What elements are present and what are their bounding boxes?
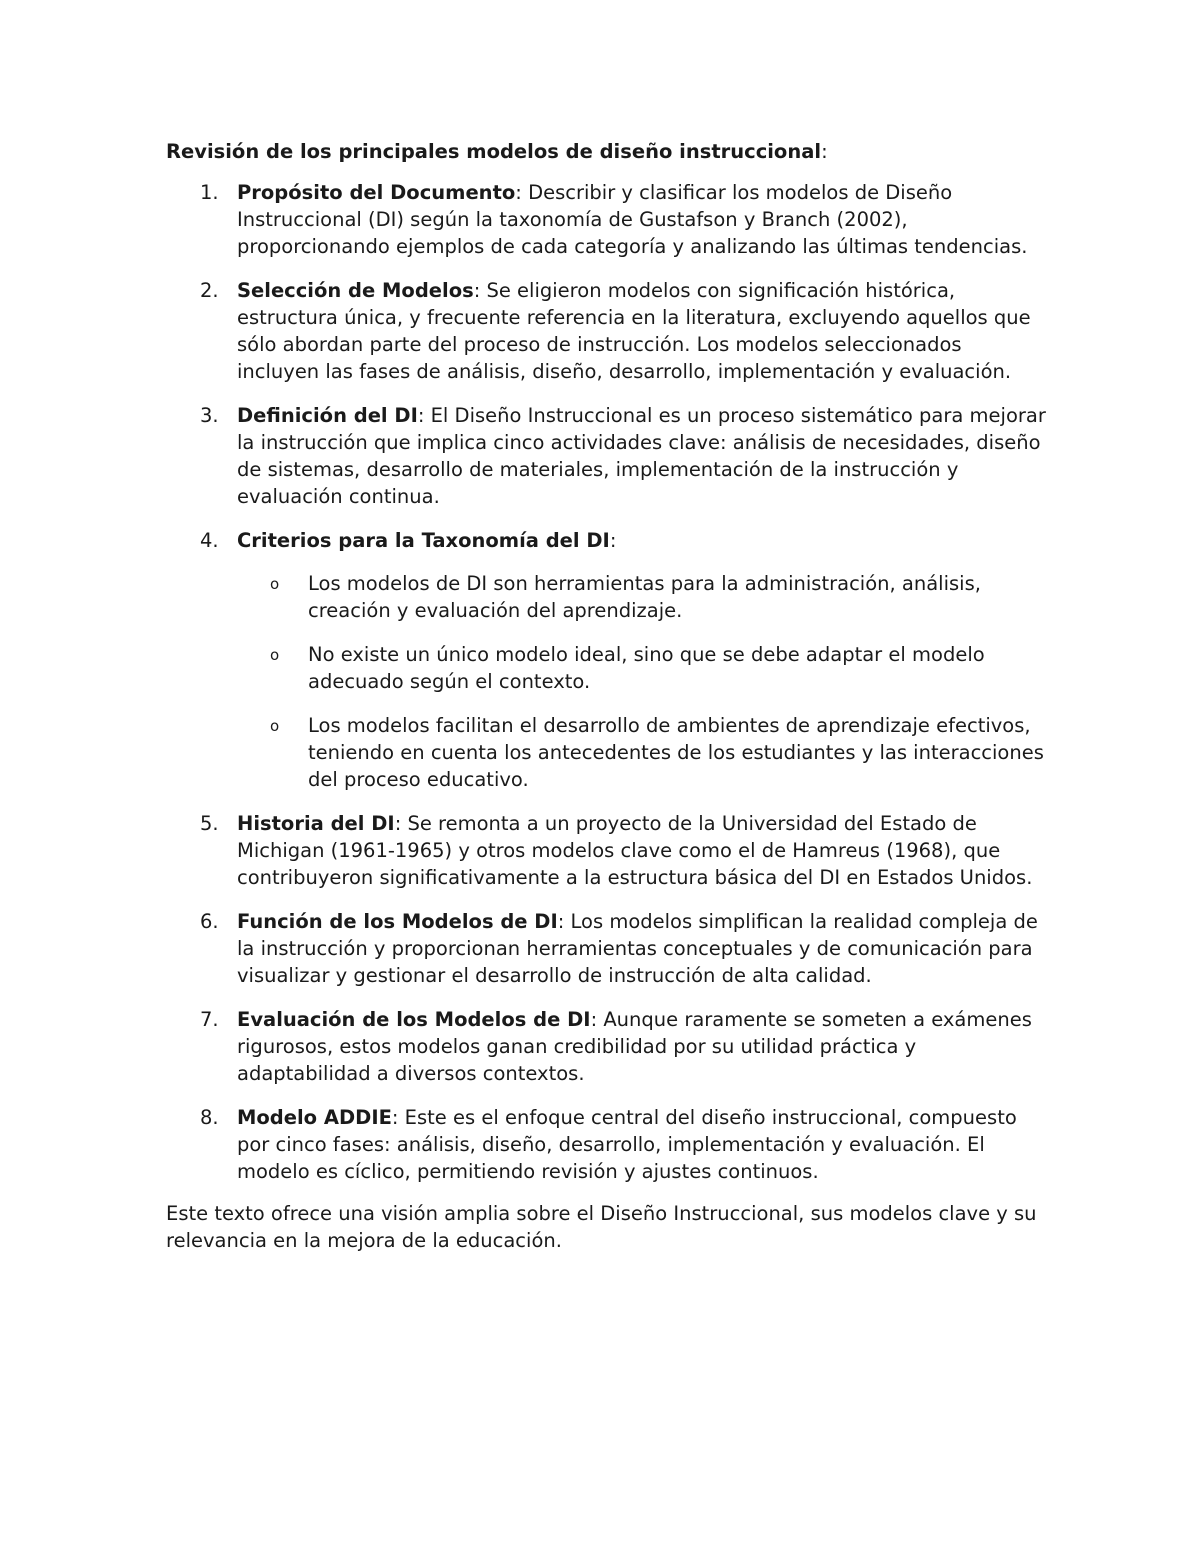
list-item — [166, 527, 1046, 793]
closing-paragraph: Este texto ofrece una visión amplia sobre el Diseño Instruccional, sus modelos clave y su relevancia en la mejora de la educación. — [166, 1202, 1037, 1252]
sub-list-item — [237, 641, 1046, 695]
item-text: : El Diseño Instruccional es un proceso sistemático para mejorar la instrucción que implica cinco actividades clave: análisis de necesidades, diseño de sistemas, desarrollo de materiales, implementación de la instrucción y evaluación continua. — [237, 404, 1046, 508]
item-term: Selección de Modelos — [237, 279, 474, 302]
item-term: Modelo ADDIE — [237, 1106, 392, 1129]
item-number: 3. — [200, 404, 219, 427]
document-page — [166, 138, 1046, 1256]
bullet-icon: o — [270, 646, 280, 664]
item-text: : Se remonta a un proyecto de la Universidad del Estado de Michigan (1961-1965) y otros modelos clave como el de Hamreus (1968), que contribuyeron significativamente a la estructura básica del DI en Estados Unidos. — [237, 812, 1033, 889]
item-number: 7. — [200, 1008, 219, 1031]
sub-bullet-list — [237, 570, 1046, 793]
item-number: 2. — [200, 279, 219, 302]
sub-item-text: No existe un único modelo ideal, sino que se debe adaptar el modelo adecuado según el contexto. — [308, 643, 985, 693]
item-text: : Se eligieron modelos con significación histórica, estructura única, y frecuente referencia en la literatura, excluyendo aquellos que sólo abordan parte del proceso de instrucción. Los modelos seleccionados incluyen las fases de análisis, diseño, desarrollo, implementación y evaluación. — [237, 279, 1031, 383]
list-item — [166, 402, 1046, 510]
item-text: : Este es el enfoque central del diseño instruccional, compuesto por cinco fases: análisis, diseño, desarrollo, implementación y evaluación. El modelo es cíclico, permitiendo revisión y ajustes continuos. — [237, 1106, 1017, 1183]
item-number: 4. — [200, 529, 219, 552]
bullet-icon: o — [270, 575, 280, 593]
item-term: Definición del DI — [237, 404, 418, 427]
document-title — [166, 138, 1046, 165]
sub-list-item — [237, 712, 1046, 793]
item-number: 8. — [200, 1106, 219, 1129]
item-term: Historia del DI — [237, 812, 395, 835]
item-text: : Aunque raramente se someten a exámenes rigurosos, estos modelos ganan credibilidad por su utilidad práctica y adaptabilidad a diversos contextos. — [237, 1008, 1032, 1085]
list-item — [166, 179, 1046, 260]
item-term: Función de los Modelos de DI — [237, 910, 558, 933]
list-item — [166, 1006, 1046, 1087]
item-text: : Los modelos simplifican la realidad compleja de la instrucción y proporcionan herramientas conceptuales y de comunicación para visualizar y gestionar el desarrollo de instrucción de alta calidad. — [237, 910, 1038, 987]
title-suffix: : — [821, 140, 828, 163]
list-item — [166, 810, 1046, 891]
item-number: 5. — [200, 812, 219, 835]
list-item — [166, 1104, 1046, 1185]
item-text: : — [609, 529, 617, 552]
item-text: : Describir y clasificar los modelos de Diseño Instruccional (DI) según la taxonomía de Gustafson y Branch (2002), proporcionando ejemplos de cada categoría y analizando las últimas tendencias. — [237, 181, 1028, 258]
list-item — [166, 908, 1046, 989]
item-number: 6. — [200, 910, 219, 933]
sub-list-item — [237, 570, 1046, 624]
numbered-list — [166, 179, 1046, 1185]
item-term: Evaluación de los Modelos de DI — [237, 1008, 591, 1031]
item-number: 1. — [200, 181, 219, 204]
bullet-icon: o — [270, 717, 280, 735]
sub-item-text: Los modelos de DI son herramientas para la administración, análisis, creación y evaluación del aprendizaje. — [308, 572, 981, 622]
item-term: Propósito del Documento — [237, 181, 516, 204]
sub-item-text: Los modelos facilitan el desarrollo de ambientes de aprendizaje efectivos, teniendo en cuenta los antecedentes de los estudiantes y las interacciones del proceso educativo. — [308, 714, 1044, 791]
list-item — [166, 277, 1046, 385]
title-text: Revisión de los principales modelos de diseño instruccional — [166, 140, 822, 163]
item-term: Criterios para la Taxonomía del DI — [237, 529, 610, 552]
